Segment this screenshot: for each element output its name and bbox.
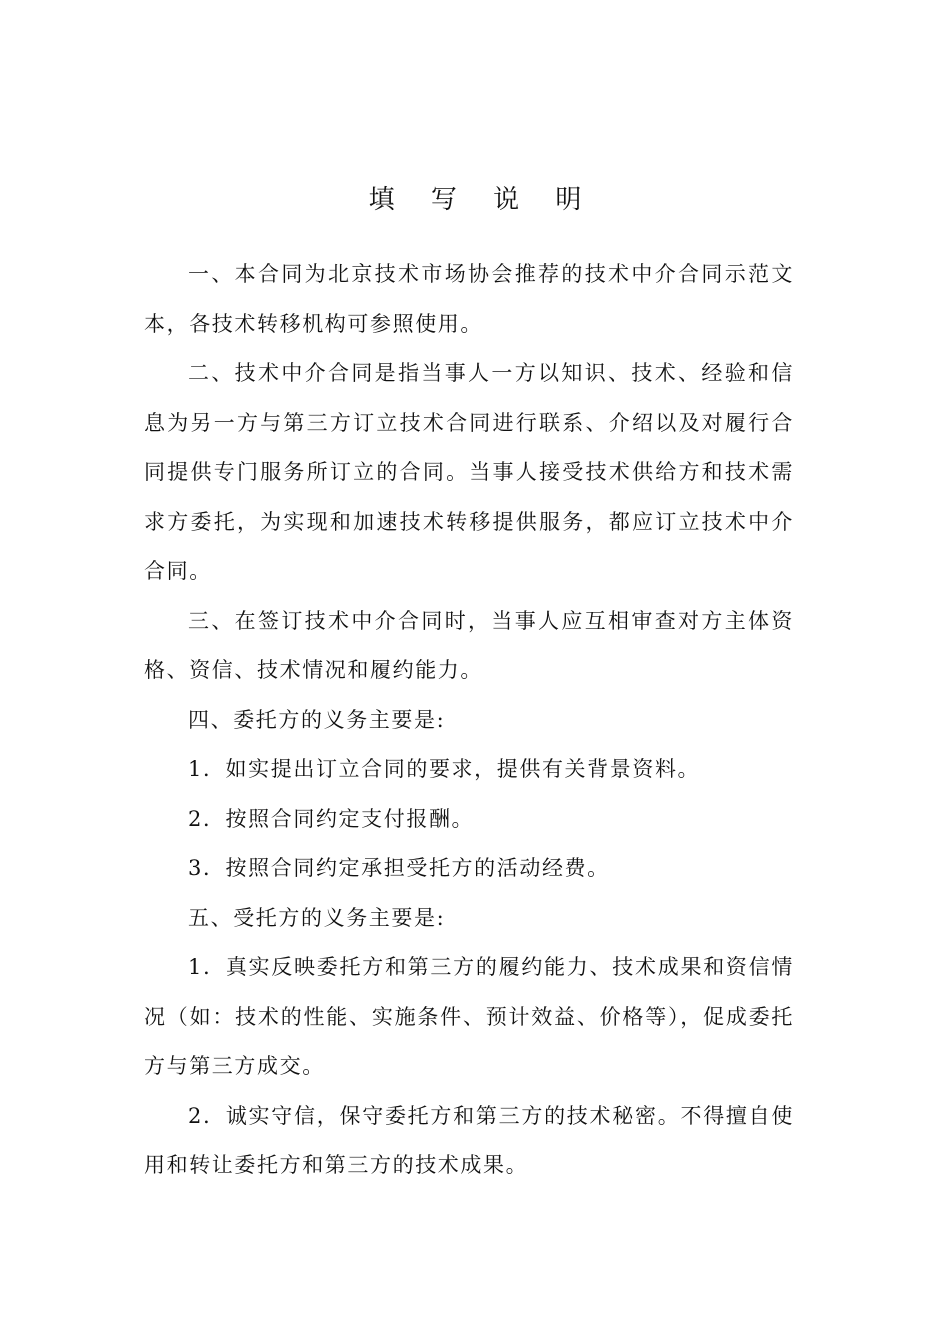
paragraph-4-item-3: 3．按照合同约定承担受托方的活动经费。 xyxy=(188,856,610,880)
paragraph-4-item-1: 1．如实提出订立合同的要求，提供有关背景资料。 xyxy=(188,757,701,781)
paragraph-3: 三、在签订技术中介合同时，当事人应互相审查对方主体资格、资信、技术情况和履约能力。 xyxy=(144,608,794,682)
paragraph-1: 一、本合同为北京技术市场协会推荐的技术中介合同示范文本，各技术转移机构可参照使用。 xyxy=(144,262,794,336)
page-title: 填 写 说 明 xyxy=(368,185,596,215)
paragraph-2: 二、技术中介合同是指当事人一方以知识、技术、经验和信息为另一方与第三方订立技术合同进行联系、介绍以及对履行合同提供专门服务所订立的合同。当事人接受技术供给方和技术需求方委托，为实现和加速技术转移提供服务，都应订立技术中介合同。 xyxy=(144,361,794,583)
paragraph-5-item-1: 1．真实反映委托方和第三方的履约能力、技术成果和资信情况（如：技术的性能、实施条件、预计效益、价格等），促成委托方与第三方成交。 xyxy=(144,955,794,1078)
paragraph-5-item-2: 2．诚实守信，保守委托方和第三方的技术秘密。不得擅自使用和转让委托方和第三方的技术成果。 xyxy=(144,1103,794,1177)
paragraph-4-heading: 四、委托方的义务主要是: xyxy=(188,707,446,732)
paragraph-5-heading: 五、受托方的义务主要是: xyxy=(188,905,446,930)
document-body xyxy=(144,250,794,1191)
paragraph-4-item-2: 2．按照合同约定支付报酬。 xyxy=(188,806,475,831)
